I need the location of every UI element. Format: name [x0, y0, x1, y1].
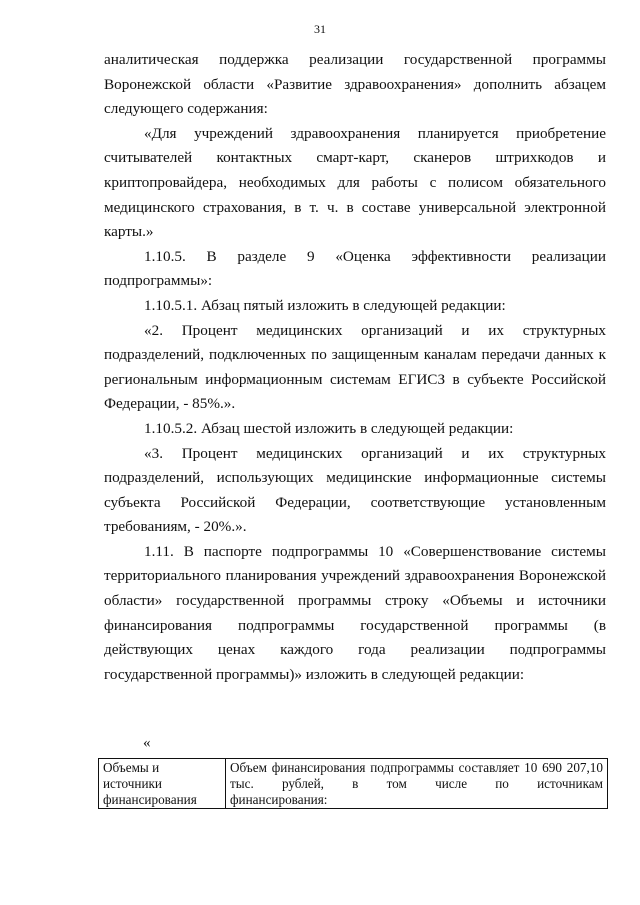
table-cell-label: Объемы и источники финансирования	[99, 759, 226, 809]
paragraph: 1.10.5. В разделе 9 «Оценка эффективности реализации подпрограммы»:	[104, 247, 606, 290]
paragraph: аналитическая поддержка реализации государственной программы Воронежской области «Развитие здравоохранения» дополнить абзацем следующего содержания:	[104, 51, 606, 118]
passport-table	[98, 758, 608, 809]
paragraph: 1.11. В паспорте подпрограммы 10 «Совершенствование системы территориального планирования учреждений здравоохранения Воронежской области» государственной программы строку «Объемы и источники финансирования подпрограммы государственной программы (в действующих ценах каждого года реализации подпрограммы государственной программы)» изложить в следующей редакции:	[104, 542, 606, 683]
table-cell-text: финансирования:	[230, 792, 328, 807]
opening-quote: «	[143, 734, 151, 751]
body-text	[104, 48, 606, 687]
paragraph: «Для учреждений здравоохранения планируется приобретение считывателей контактных смарт-карт, сканеров штрихкодов и криптопровайдера, необходимых для работы с полисом обязательного медицинского страхования, в т. ч. в составе универсальной электронной карты.»	[104, 124, 606, 241]
paragraph: 1.10.5.2. Абзац шестой изложить в следующей редакции:	[144, 419, 514, 437]
paragraph: 1.10.5.1. Абзац пятый изложить в следующей редакции:	[144, 296, 506, 314]
paragraph: «2. Процент медицинских организаций и их структурных подразделений, подключенных по защищенным каналам передачи данных к региональным информационным системам ЕГИСЗ в субъекте Российской Федерации, - 85%.».	[104, 321, 606, 413]
table-cell-text: Объем финансирования подпрограммы составляет 10 690 207,10 тыс. рублей, в том числе по источникам	[230, 760, 603, 791]
paragraph: «3. Процент медицинских организаций и их структурных подразделений, использующих медицинские информационные системы субъекта Российской Федерации, соответствующие установленным требованиям, - 20%.».	[104, 444, 606, 536]
page-number: 31	[314, 22, 326, 36]
table-cell-value	[226, 759, 608, 809]
table-row	[99, 759, 608, 809]
